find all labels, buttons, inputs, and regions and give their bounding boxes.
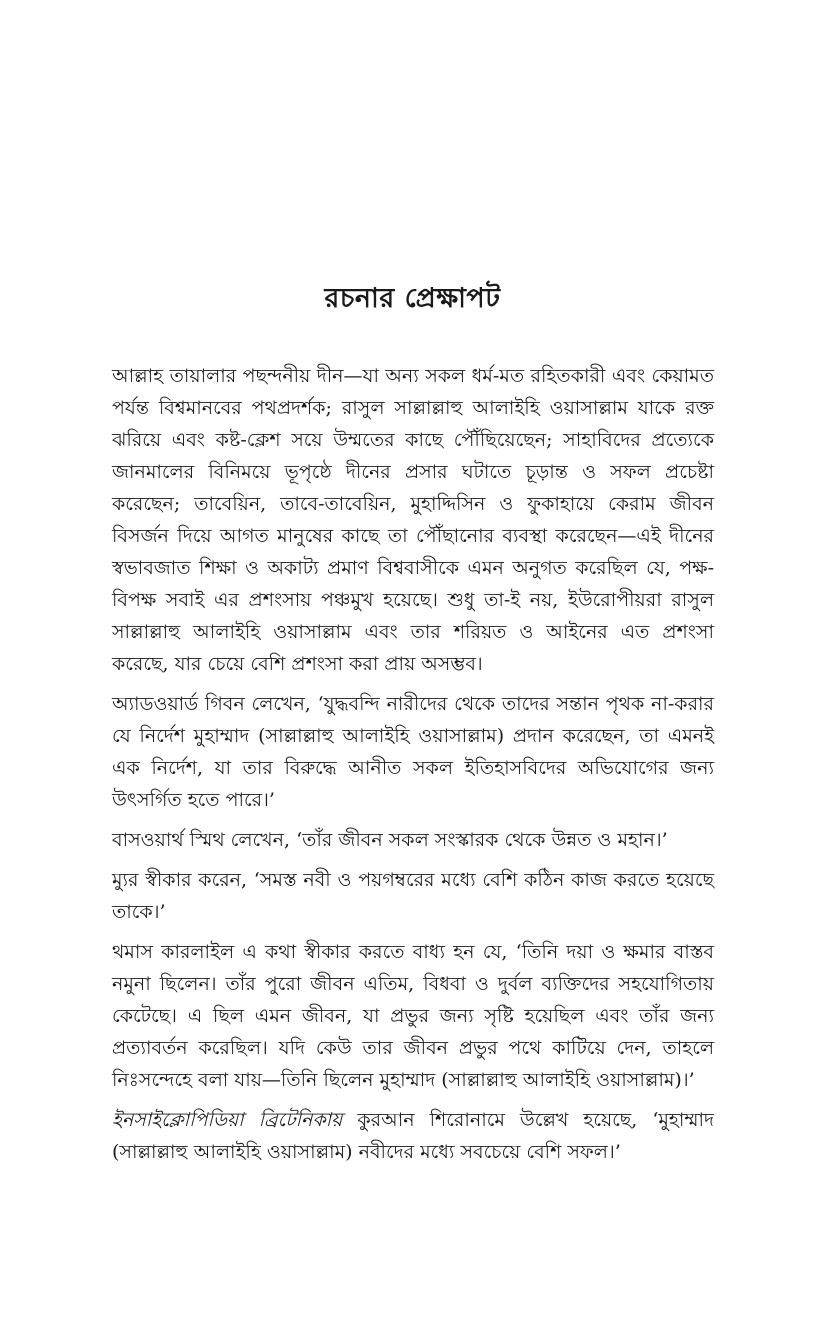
paragraph-gibbon-quote: অ্যাডওয়ার্ড গিবন লেখেন, ‘যুদ্ধবন্দি নারীদের থেকে তাদের সন্তান পৃথক না-করার যে নির্দেশ মুহাম্মাদ (সাল্লাল্লাহু আলাইহি ওয়াসাল্লাম) প্রদান করেছেন, তা এমনই এক নির্দেশ, যা তার বিরুদ্ধে আনীত সকল ইতিহাসবিদের অভিযোগের জন্য উৎসর্গিত হতে পারে।’	[112, 693, 714, 811]
paragraph-carlyle-quote: থমাস কারলাইল এ কথা স্বীকার করতে বাধ্য হন যে, ‘তিনি দয়া ও ক্ষমার বাস্তব নমুনা ছিলেন। তাঁর পুরো জীবন এতিম, বিধবা ও দুর্বল ব্যক্তিদের সহযোগিতায় কেটেছে। এ ছিল এমন জীবন, যা প্রভুর জন্য সৃষ্টি হয়েছিল এবং তাঁর জন্য প্রত্যাবর্তন করেছিল। যদি কেউ তার জীবন প্রভুর পথে কাটিয়ে দেন, তাহলে নিঃসন্দেহে বলা যায়—তিনি ছিলেন মুহাম্মাদ (সাল্লাল্লাহু আলাইহি ওয়াসাল্লাম)।’	[112, 941, 714, 1091]
paragraph-smith-quote: বাসওয়ার্থ স্মিথ লেখেন, ‘তাঁর জীবন সকল সংস্কারক থেকে উন্নত ও মহান।’	[112, 829, 668, 851]
body-text	[112, 360, 714, 1176]
paragraph-intro: আল্লাহ তায়ালার পছন্দনীয় দীন—যা অন্য সকল ধর্ম-মত রহিতকারী এবং কেয়ামত পর্যন্ত বিশ্বমানবের পথপ্রদর্শক; রাসুল সাল্লাল্লাহু আলাইহি ওয়াসাল্লাম যাকে রক্ত ঝরিয়ে এবং কষ্ট-ক্লেশ সয়ে উম্মতের কাছে পৌঁছিয়েছেন; সাহাবিদের প্রত্যেকে জানমালের বিনিময়ে ভূপৃষ্ঠে দীনের প্রসার ঘটাতে চূড়ান্ত ও সফল প্রচেষ্টা করেছেন; তাবেয়িন, তাবে-তাবেয়িন, মুহাদ্দিসিন ও ফুকাহায়ে কেরাম জীবন বিসর্জন দিয়ে আগত মানুষের কাছে তা পৌঁছানোর ব্যবস্থা করেছেন—এই দীনের স্বভাবজাত শিক্ষা ও অকাট্য প্রমাণ বিশ্ববাসীকে এমন অনুগত করেছিল যে, পক্ষ-বিপক্ষ সবাই এর প্রশংসায় পঞ্চমুখ হয়েছে। শুধু তা-ই নয়, ইউরোপীয়রা রাসুল সাল্লাল্লাহু আলাইহি ওয়াসাল্লাম এবং তার শরিয়ত ও আইনের এত প্রশংসা করেছে, যার চেয়ে বেশি প্রশংসা করা প্রায় অসম্ভব।	[112, 365, 714, 675]
paragraph-britannica-quote	[112, 1104, 714, 1168]
britannica-quote-text: কুরআন শিরোনামে উল্লেখ হয়েছে, ‘মুহাম্মাদ (সাল্লাল্লাহু আলাইহি ওয়াসাল্লাম) নবীদের মধ্যে সবচেয়ে বেশি সফল।’	[112, 1109, 715, 1163]
britannica-title: ইনসাইক্লোপিডিয়া ব্রিটেনিকায়	[112, 1109, 343, 1131]
page-title: রচনার প্রেক্ষাপট	[324, 283, 501, 314]
paragraph-muir-quote: ম্যুর স্বীকার করেন, ‘সমস্ত নবী ও পয়গম্বরের মধ্যে বেশি কঠিন কাজ করতে হয়েছে তাকে।’	[112, 869, 714, 923]
